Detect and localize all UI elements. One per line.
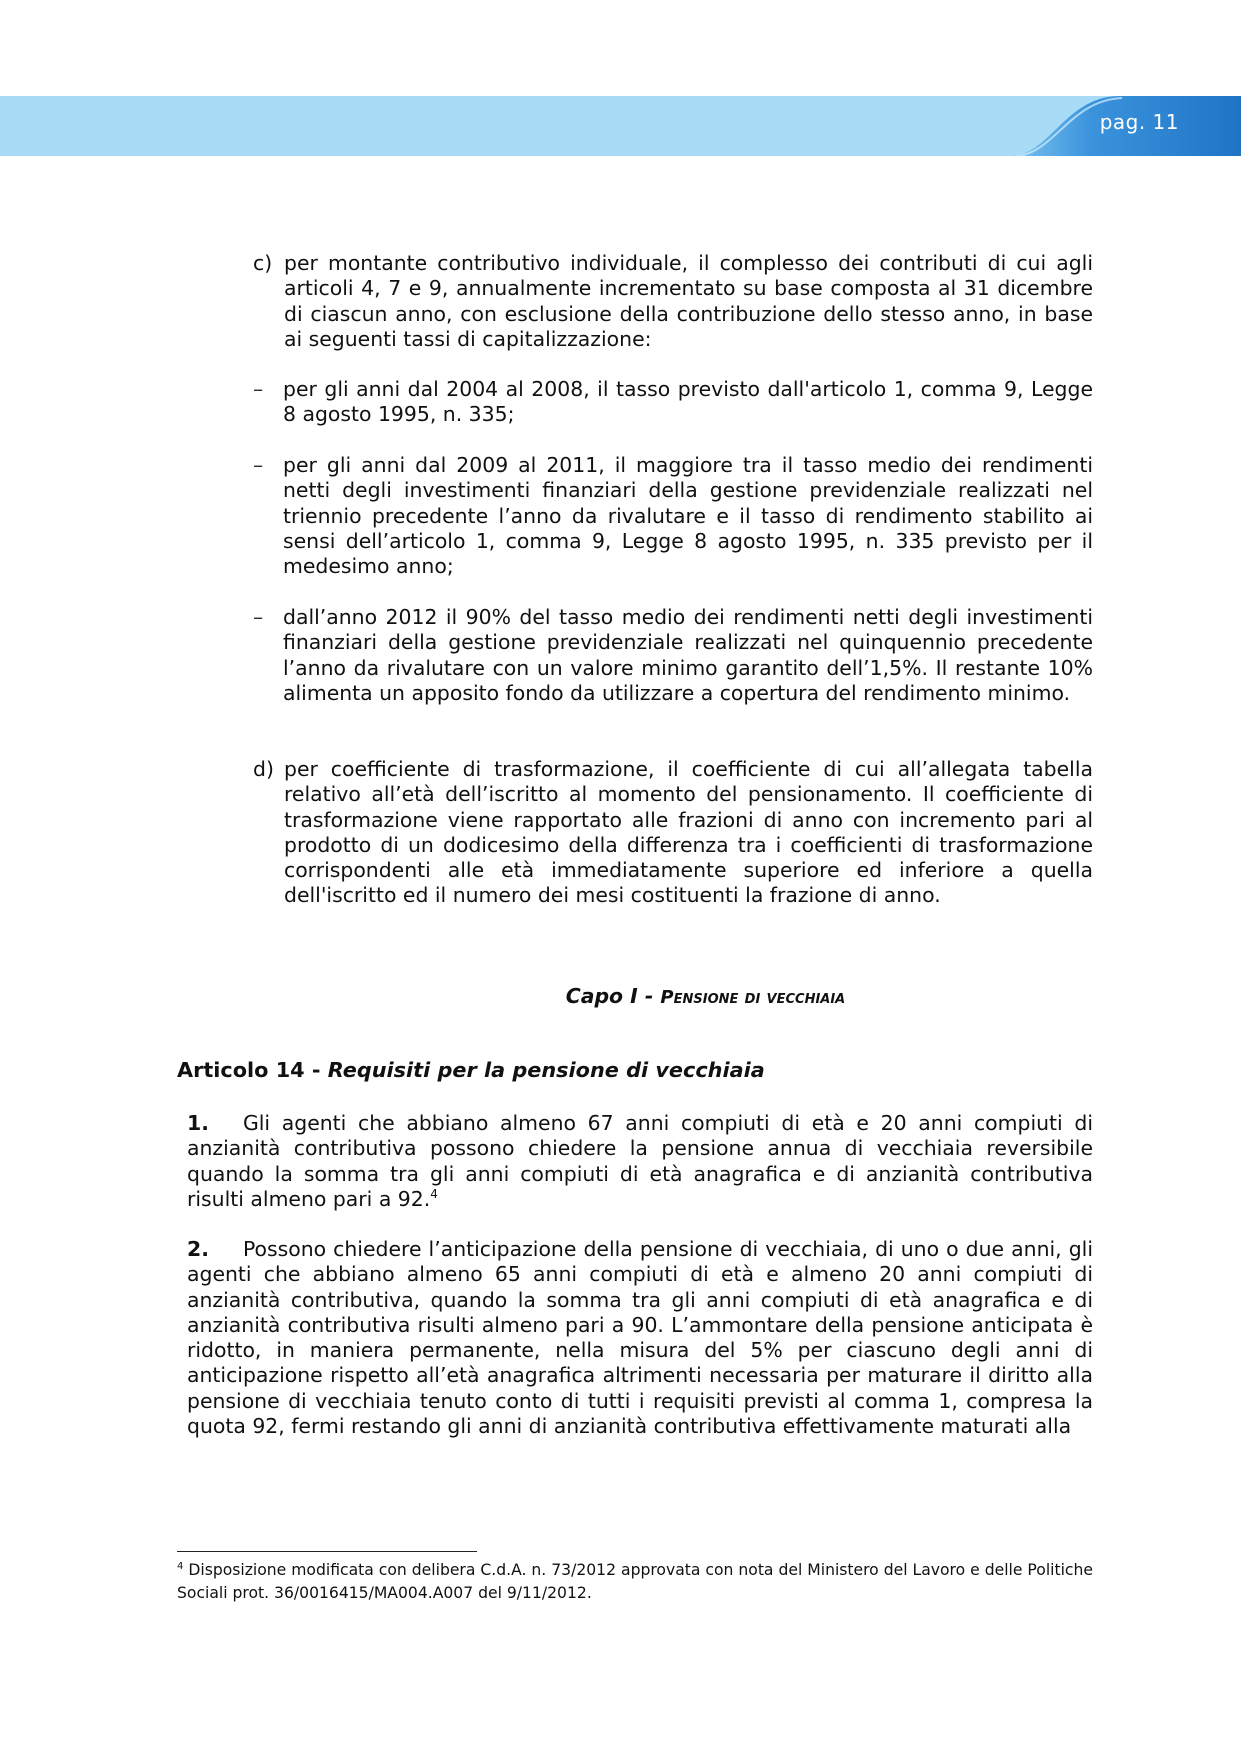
paragraph-number: 1. [187,1111,209,1135]
sub-list-item-text: per gli anni dal 2004 al 2008, il tasso previsto dall'articolo 1, comma 9, Legge 8 agosto 1995, n. 335; [283,377,1093,427]
article-heading [177,1058,765,1083]
dash-bullet: – [253,605,264,629]
footnote-mark: 4 [177,1561,184,1572]
list-item-label: d) [253,757,274,781]
article-paragraph-2 [187,1237,1093,1439]
dash-bullet: – [253,377,264,401]
footnote-text: Disposizione modificata con delibera C.d.A. n. 73/2012 approvata con nota del Ministero del Lavoro e delle Politiche Sociali prot. 36/0016415/MA004.A007 del 9/11/2012. [177,1561,1093,1602]
chapter-prefix: Capo I - [565,984,661,1008]
list-item-d [255,757,1093,909]
list-item-text: per montante contributivo individuale, il complesso dei contributi di cui agli articoli 4, 7 e 9, annualmente incrementato su base composta al 31 dicembre di ciascun anno, con esclusione della contribuzione dello stesso anno, in base ai seguenti tassi di capitalizzazione: [284,251,1093,351]
sub-list-item-text: per gli anni dal 2009 al 2011, il maggiore tra il tasso medio dei rendimenti netti degli investimenti finanziari della gestione previdenziale realizzati nel triennio precedente l’anno da rivalutare e il tasso di rendimento stabilito ai sensi dell’articolo 1, comma 9, Legge 8 agosto 1995, n. 335 previsto per il medesimo anno; [283,453,1093,579]
article-paragraph-1 [187,1111,1093,1212]
sub-list-item [253,377,1093,428]
article-prefix: Articolo 14 - [177,1058,328,1082]
paragraph-text: Gli agenti che abbiano almeno 67 anni compiuti di età e 20 anni compiuti di anzianità contributiva possono chiedere la pensione annua di vecchiaia reversibile quando la somma tra gli anni compiuti di età anagrafica e di anzianità contributiva risulti almeno pari a 92. [187,1111,1093,1211]
list-item-c [255,251,1093,352]
page-number: pag. 11 [1099,110,1179,134]
article-title: Requisiti per la pensione di vecchiaia [327,1058,765,1082]
list-item-text: per coefficiente di trasformazione, il coefficiente di cui all’allegata tabella relativo all’età dell’iscritto al momento del pensionamento. Il coefficiente di trasformazione viene rapportato alle frazioni di anno con incremento pari al prodotto di un dodicesimo della differenza tra i coefficienti di trasformazione corrispondenti alle età immediatamente superiore ed inferiore a quella dell'iscritto ed il numero dei mesi costituenti la frazione di anno. [284,757,1093,908]
sub-list-item [253,605,1093,706]
footnote [177,1559,1093,1605]
chapter-heading [0,984,1241,1010]
sub-list-item [253,453,1093,579]
paragraph-number: 2. [187,1237,209,1261]
footnote-separator [177,1551,477,1552]
paragraph-text: Possono chiedere l’anticipazione della pensione di vecchiaia, di uno o due anni, gli agenti che abbiano almeno 65 anni compiuti di età e almeno 20 anni compiuti di anzianità contributiva, quando la somma tra gli anni compiuti di età anagrafica e di anzianità contributiva risulti almeno pari a 90. L’ammontare della pensione anticipata è ridotto, in maniera permanente, nella misura del 5% per ciascuno degli anni di anticipazione rispetto all’età anagrafica altrimenti necessaria per maturare il diritto alla pensione di vecchiaia tenuto conto di tutti i requisiti previsti al comma 1, compresa la quota 92, fermi restando gli anni di anzianità contributiva effettivamente maturati alla [187,1237,1093,1439]
dash-bullet: – [253,453,264,477]
sub-list-item-text: dall’anno 2012 il 90% del tasso medio dei rendimenti netti degli investimenti finanziari della gestione previdenziale realizzati nel quinquennio precedente l’anno da rivalutare con un valore minimo garantito dell’1,5%. Il restante 10% alimenta un apposito fondo da utilizzare a copertura del rendimento minimo. [283,605,1093,705]
footnote-ref[interactable]: 4 [430,1186,438,1201]
list-item-label: c) [253,251,273,275]
chapter-title: Pensione di vecchiaia [660,987,846,1008]
